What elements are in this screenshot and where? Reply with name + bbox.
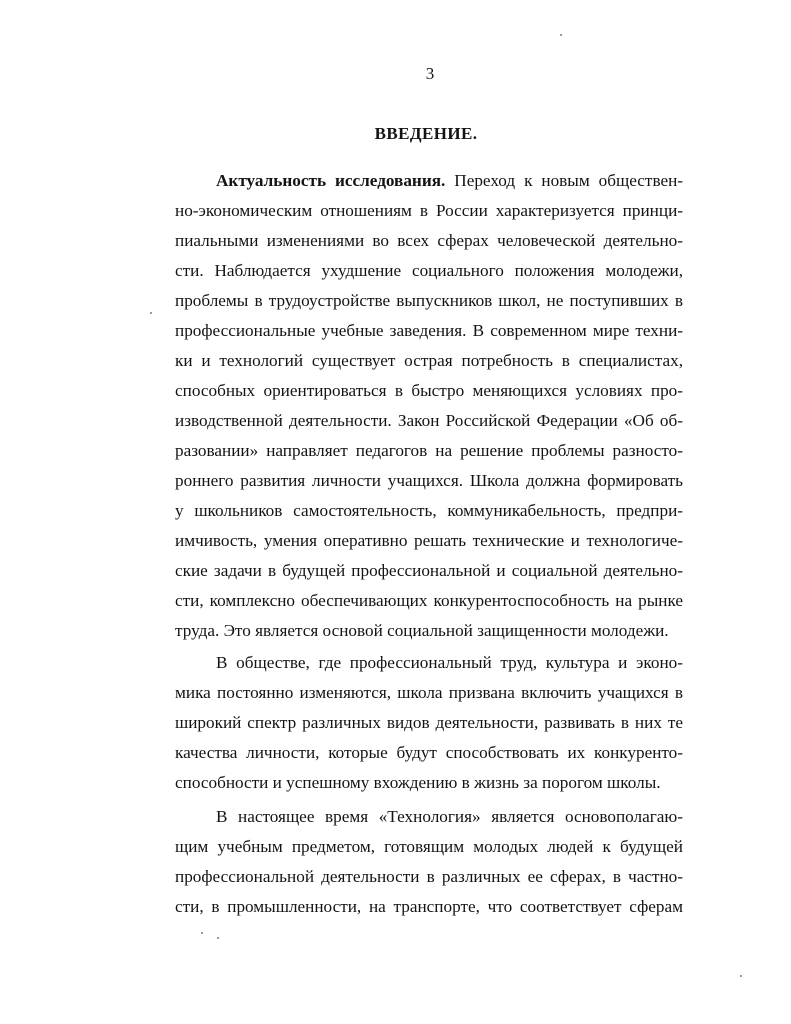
- paragraph-line: профессиональной деятельности в различных ее сферах, в частно-: [175, 867, 683, 886]
- paragraph-2-line-1: В обществе, где профессиональный труд, культура и эконо-: [216, 653, 683, 672]
- paragraph-line: способности и успешному вхождению в жизнь за порогом школы.: [175, 773, 661, 792]
- paragraph-1-line-1: [216, 166, 683, 196]
- paragraph-line: ские задачи в будущей профессиональной и социальной деятельно-: [175, 561, 683, 580]
- paragraph-3-line-1: В настоящее время «Технология» является основополагаю-: [216, 807, 683, 826]
- paragraph-line: проблемы в трудоустройстве выпускников школ, не поступивших в: [175, 291, 683, 310]
- paragraph-line: разовании» направляет педагогов на решение проблемы разносто-: [175, 441, 683, 460]
- paragraph-line: труда. Это является основой социальной защищенности молодежи.: [175, 621, 669, 640]
- paragraph-line: изводственной деятельности. Закон Российской Федерации «Об об-: [175, 411, 683, 430]
- paragraph-line: щим учебным предметом, готовящим молодых людей к будущей: [175, 837, 683, 856]
- page-number: 3: [425, 64, 435, 83]
- scan-speck: [150, 312, 152, 314]
- paragraph-line: пиальными изменениями во всех сферах человеческой деятельно-: [175, 231, 683, 250]
- paragraph-line: сти. Наблюдается ухудшение социального положения молодежи,: [175, 261, 683, 280]
- line-text: Переход к новым обществен-: [445, 171, 684, 190]
- scan-speck: [560, 34, 562, 36]
- paragraph-line: у школьников самостоятельность, коммуникабельность, предпри-: [175, 501, 683, 520]
- paragraph-line: широкий спектр различных видов деятельности, развивать в них те: [175, 713, 683, 732]
- paragraph-line: сти, в промышленности, на транспорте, что соответствует сферам: [175, 897, 683, 916]
- section-heading: ВВЕДЕНИЕ.: [374, 124, 478, 143]
- paragraph-line: имчивость, умения оперативно решать технические и технологиче-: [175, 531, 683, 550]
- paragraph-line: качества личности, которые будут способствовать их конкуренто-: [175, 743, 683, 762]
- paragraph-line: мика постоянно изменяются, школа призвана включить учащихся в: [175, 683, 683, 702]
- scan-speck: [201, 932, 203, 934]
- scan-speck: [217, 937, 219, 939]
- paragraph-line: способных ориентироваться в быстро меняющихся условиях про-: [175, 381, 683, 400]
- paragraph-line: ки и технологий существует острая потребность в специалистах,: [175, 351, 683, 370]
- paragraph-line: сти, комплексно обеспечивающих конкурентоспособность на рынке: [175, 591, 683, 610]
- scan-speck: [740, 975, 742, 977]
- paragraph-line: роннего развития личности учащихся. Школа должна формировать: [175, 471, 683, 490]
- lead-phrase: Актуальность исследования.: [216, 171, 446, 190]
- paragraph-line: но-экономическим отношениям в России характеризуется принци-: [175, 201, 683, 220]
- paragraph-line: профессиональные учебные заведения. В современном мире техни-: [175, 321, 683, 340]
